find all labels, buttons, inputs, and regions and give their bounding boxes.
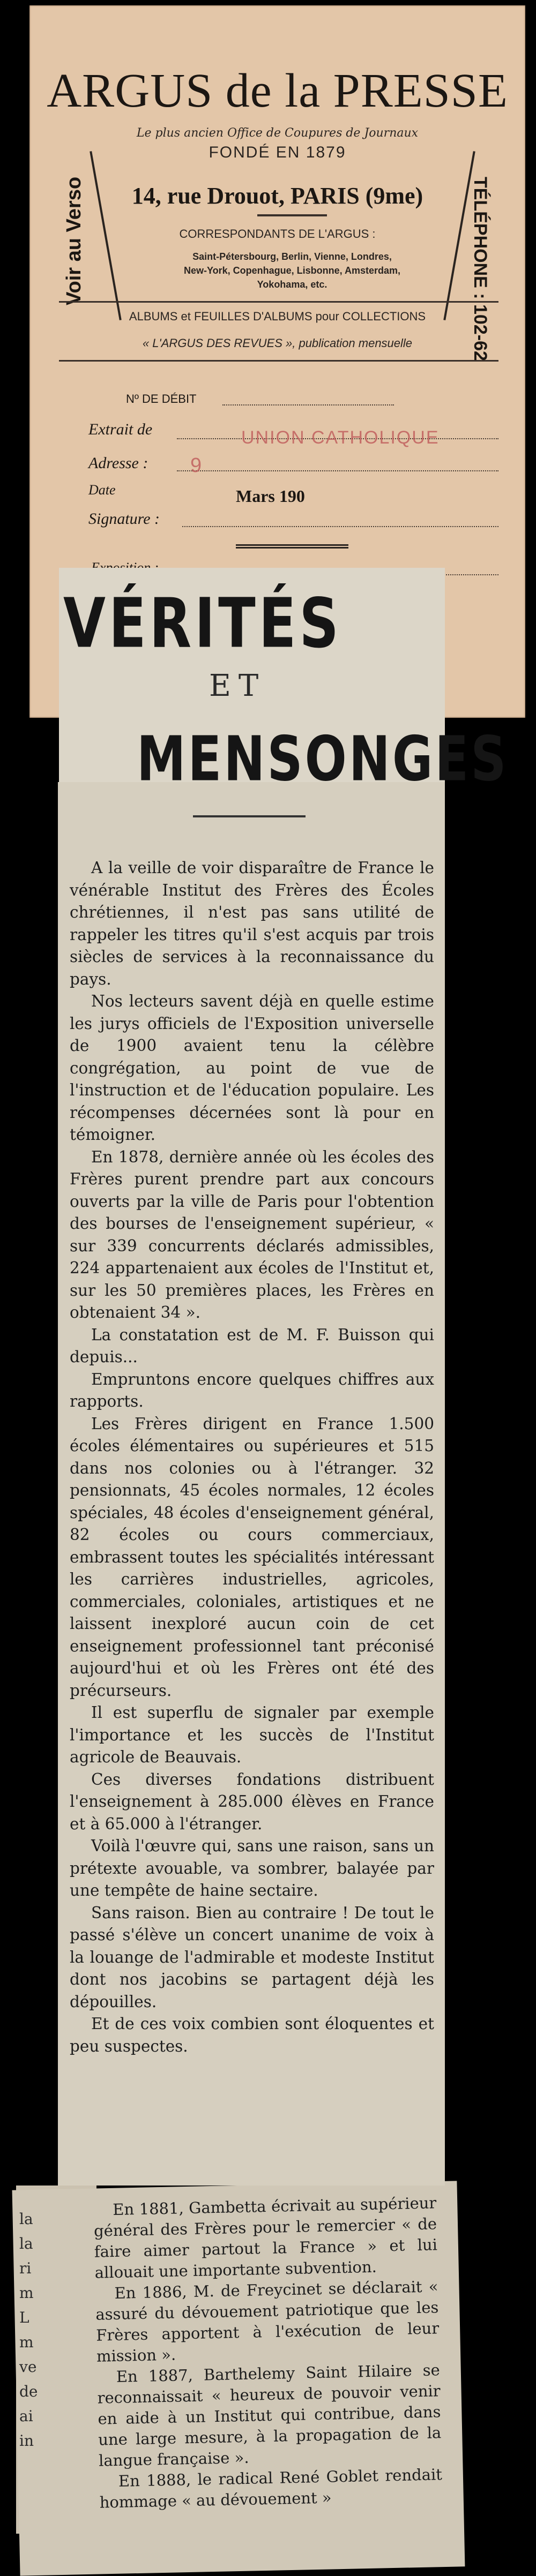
headline-verites: VÉRITÉS <box>63 584 342 664</box>
debit-line <box>222 404 394 405</box>
debit-label: Nº DE DÉBIT <box>126 392 197 405</box>
headline-rule <box>193 815 306 817</box>
paragraph: En 1886, M. de Freycinet se déclarait « assuré du dévouement patriotique que les Frères apportent à l'exécution de leur mission ». <box>95 2277 440 2365</box>
fragment-letter: la <box>19 2235 33 2252</box>
cities-line: New-York, Copenhague, Lisbonne, Amsterdam, <box>183 265 401 276</box>
extrait-label: Extrait de <box>88 420 153 438</box>
founded-line: FONDÉ EN 1879 <box>209 144 346 161</box>
address-ornament <box>257 214 327 216</box>
fragment-letter: la <box>19 2210 33 2228</box>
headline-mensonges: MENSONGES <box>137 723 509 795</box>
fragment-letter: in <box>19 2432 34 2450</box>
correspondents-heading: CORRESPONDANTS DE L'ARGUS : <box>179 227 376 241</box>
cities-line: Yokohama, etc. <box>257 279 327 290</box>
paragraph: En 1878, dernière année où les écoles des Frères purent prendre part aux concours ouverts par la ville de Paris pour l'obtention des bourses de l'enseignement supérieur, « sur 339 concurrents déclarés admissibles, 224 appartenaient aux écoles de l'Institut et, sur les 50 premières places, les Frères en obtenaient 34 ». <box>70 1147 434 1321</box>
fragment-letter: m <box>19 2333 34 2351</box>
divider-rule <box>59 360 498 362</box>
brand-tagline: Le plus ancien Office de Coupures de Journaux <box>136 126 419 140</box>
signature-line <box>182 526 498 527</box>
stamp-number: 9 <box>190 454 203 477</box>
paragraph: Voilà l'œuvre qui, sans une raison, sans un prétexte avouable, va sombrer, balayée par une tempête de haine sectaire. <box>70 1837 434 1899</box>
date-label: Date <box>88 482 116 498</box>
fragment-letter: m <box>19 2284 34 2302</box>
paragraph: Sans raison. Bien au contraire ! De tout le passé s'élève un concert unanime de voix à la louange de l'admirable et modeste Institut dont nos jacobins se partagent déjà les dépouilles. <box>70 1903 434 2011</box>
paragraph: En 1881, Gambetta écrivait au supérieur général des Frères pour le remercier « de faire aimer partout la France » et lui allouait une importante subvention. <box>93 2194 438 2282</box>
fragment-letters <box>19 2207 84 2453</box>
paragraph: Empruntons encore quelques chiffres aux rapports. <box>70 1370 434 1410</box>
divider-rule <box>59 301 498 303</box>
date-value: Mars 190 <box>236 486 305 506</box>
paragraph: A la veille de voir disparaître de France le vénérable Institut des Frères des Écoles chrétiennes, il n'est pas sans utilité de rappeler les titres qu'il s'est acquis par trois siècles de services à la reconnaissance du pays. <box>70 859 434 988</box>
paragraph: La constatation est de M. F. Buisson qui depuis... <box>70 1325 434 1366</box>
paragraph: Nos lecteurs savent déjà en quelle estime les jurys officiels de l'Exposition universelle de 1900 avaient tenu la célèbre congrégation, au point de vue de l'instruction et de l'éducation populaire. Les récompenses décernées sont là pour en témoigner. <box>70 992 434 1144</box>
article-body <box>70 857 434 2057</box>
voir-au-verso-label: Voir au Verso <box>63 176 85 305</box>
article-tail <box>93 2192 443 2513</box>
union-catholique-stamp: UNION CATHOLIQUE <box>241 427 440 448</box>
paragraph: Les Frères dirigent en France 1.500 écoles élémentaires ou supérieures et 515 dans nos colonies ou à l'étranger. 32 pensionnats, 45 écoles normales, 12 écoles spéciales, 48 écoles d'enseignement général, 82 écoles ou cours commerciaux, embrassent toutes les spécialités intéressant les carrières industrielles, agricoles, commerciales, coloniales, artistiques et ne laissent inexploré aucun coin de cet enseignement professionnel tant préconisé aujourd'hui et où les Frères ont été des précurseurs. <box>70 1414 434 1700</box>
fragment-letter: de <box>19 2383 38 2400</box>
adresse-line <box>177 470 498 471</box>
headline-et: ET <box>209 669 266 703</box>
cities-line: Saint-Pétersbourg, Berlin, Vienne, Londres, <box>192 251 392 262</box>
paragraph: Ces diverses fondations distribuent l'enseignement à 285.000 élèves en France et à 65.000 à l'étranger. <box>70 1770 434 1833</box>
paragraph: Et de ces voix combien sont éloquentes et peu suspectes. <box>70 2015 434 2055</box>
paragraph: En 1888, le radical René Goblet rendait hommage « au dévouement » <box>99 2465 443 2512</box>
adresse-label: Adresse : <box>88 454 148 472</box>
fragment-letter: ve <box>19 2358 37 2376</box>
signature-label: Signature : <box>88 510 160 528</box>
short-double-rule <box>236 544 348 549</box>
paragraph: En 1887, Barthelemy Saint Hilaire se reconnaissait « heureux de pouvoir venir en aide à un Institut qui contribue, dans une large mesure, à la propagation de la langue française ». <box>97 2361 442 2470</box>
brand-title: ARGUS de la PRESSE <box>47 64 508 117</box>
argus-revues-line: « L'ARGUS DES REVUES », publication mensuelle <box>142 336 413 350</box>
fragment-letter: ai <box>19 2407 33 2425</box>
albums-line: ALBUMS et FEUILLES D'ALBUMS pour COLLECTIONS <box>129 310 426 323</box>
cities-list <box>131 250 453 291</box>
paragraph: Il est superflu de signaler par exemple l'importance et les succès de l'Institut agricole de Beauvais. <box>70 1703 434 1766</box>
fragment-letter: L <box>19 2309 29 2326</box>
fragment-letter: ri <box>19 2259 32 2277</box>
address-line: 14, rue Drouot, PARIS (9me) <box>131 183 423 209</box>
telephone-label: TÉLÉPHONE : 102-62 <box>470 177 490 361</box>
